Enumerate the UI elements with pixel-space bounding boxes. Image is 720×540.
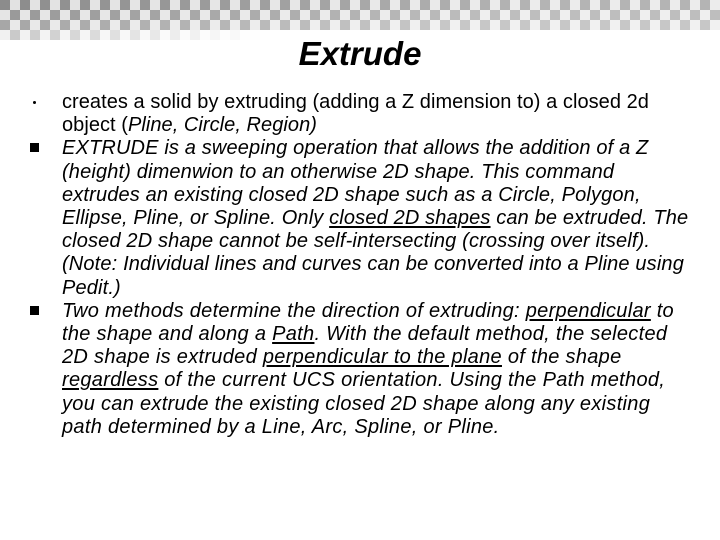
checker-cell (530, 20, 540, 30)
checker-cell (460, 10, 470, 20)
checker-cell (0, 20, 10, 30)
checker-cell (460, 20, 470, 30)
underlined-term: perpendicular to the plane (262, 346, 502, 369)
checker-cell (500, 10, 510, 20)
checker-cell (290, 20, 300, 30)
checker-cell (580, 10, 590, 20)
checker-cell (610, 20, 620, 30)
checker-cell (520, 10, 530, 20)
checker-cell (180, 10, 190, 20)
checker-cell (630, 0, 640, 10)
checker-cell (500, 0, 510, 10)
checker-cell (370, 20, 380, 30)
checker-cell (150, 20, 160, 30)
checker-cell (620, 0, 630, 10)
checker-cell (160, 20, 170, 30)
checker-cell (300, 0, 310, 10)
checker-cell (590, 10, 600, 20)
checker-cell (190, 20, 200, 30)
checker-cell (130, 0, 140, 10)
underlined-term: perpendicular (525, 299, 651, 322)
checker-cell (110, 0, 120, 10)
checker-cell (350, 0, 360, 10)
checker-cell (670, 0, 680, 10)
checker-cell (20, 20, 30, 30)
checker-cell (600, 20, 610, 30)
checker-cell (640, 10, 650, 20)
checker-cell (600, 10, 610, 20)
checker-cell (90, 0, 100, 10)
checker-cell (220, 0, 230, 10)
bullet-text-segment: can be extruded. The closed 2D shape cannot be self-intersecting (crossing over itself). (Note: Individual lines and curves can be converted into a Pline using Pedit.) (62, 207, 689, 299)
checker-cell (180, 0, 190, 10)
checker-cell (560, 20, 570, 30)
checker-cell (360, 0, 370, 10)
checker-cell (310, 10, 320, 20)
checker-cell (50, 0, 60, 10)
checker-cell (70, 10, 80, 20)
checker-cell (550, 10, 560, 20)
checker-cell (370, 0, 380, 10)
checker-cell (610, 10, 620, 20)
checker-cell (410, 10, 420, 20)
checker-cell (380, 20, 390, 30)
checker-cell (240, 0, 250, 10)
checker-cell (10, 0, 20, 10)
checker-cell (390, 0, 400, 10)
checker-cell (380, 0, 390, 10)
checker-cell (230, 20, 240, 30)
checker-cell (410, 20, 420, 30)
checker-cell (270, 10, 280, 20)
checker-cell (660, 0, 670, 10)
checker-cell (260, 0, 270, 10)
checker-cell (120, 0, 130, 10)
bullet-text (62, 137, 688, 298)
checker-cell (470, 0, 480, 10)
checker-cell (330, 20, 340, 30)
bullet-text-segment: of the shape (501, 346, 622, 369)
checker-cell (400, 20, 410, 30)
checker-cell (350, 10, 360, 20)
bullet-text-segment: to the shape and along a (62, 299, 674, 346)
checker-cell (340, 10, 350, 20)
checker-cell (100, 20, 110, 30)
checker-cell (170, 0, 180, 10)
checker-cell (140, 10, 150, 20)
checker-cell (330, 0, 340, 10)
checker-cell (70, 0, 80, 10)
slide-title: Extrude (298, 35, 422, 72)
checker-cell (180, 20, 190, 30)
checker-cell (480, 20, 490, 30)
checker-cell (690, 0, 700, 10)
checker-cell (240, 20, 250, 30)
checker-cell (540, 0, 550, 10)
bullet-dot-icon (28, 91, 40, 114)
checker-cell (10, 20, 20, 30)
checker-cell (320, 0, 330, 10)
checker-cell (460, 0, 470, 10)
bullet-text-segment: . With the default method, the selected 2D shape is extruded (62, 323, 668, 369)
checker-cell (210, 0, 220, 10)
checker-cell (340, 20, 350, 30)
checker-cell (40, 0, 50, 10)
checker-cell (490, 0, 500, 10)
checker-cell (420, 20, 430, 30)
checker-cell (250, 20, 260, 30)
checker-cell (130, 10, 140, 20)
checker-cell (20, 0, 30, 10)
checker-cell (10, 10, 20, 20)
checker-cell (650, 10, 660, 20)
checker-cell (70, 20, 80, 30)
checker-cell (700, 20, 710, 30)
checker-cell (230, 10, 240, 20)
checker-cell (520, 20, 530, 30)
checker-cell (170, 10, 180, 20)
checker-cell (470, 10, 480, 20)
checker-cell (450, 10, 460, 20)
checker-cell (390, 20, 400, 30)
checker-cell (490, 20, 500, 30)
checker-cell (680, 0, 690, 10)
checker-cell (150, 10, 160, 20)
checker-cell (510, 10, 520, 20)
checker-cell (50, 20, 60, 30)
checker-cell (340, 0, 350, 10)
checker-cell (540, 20, 550, 30)
checker-cell (0, 10, 10, 20)
checker-cell (130, 20, 140, 30)
checker-cell (590, 20, 600, 30)
checker-cell (610, 0, 620, 10)
underlined-term: closed 2D shapes (329, 207, 491, 230)
checker-cell (200, 10, 210, 20)
checker-cell (430, 10, 440, 20)
checker-cell (160, 10, 170, 20)
checker-cell (140, 20, 150, 30)
checker-cell (350, 20, 360, 30)
checker-cell (600, 0, 610, 10)
checker-cell (140, 0, 150, 10)
checker-cell (290, 10, 300, 20)
checker-cell (580, 0, 590, 10)
checker-cell (360, 10, 370, 20)
checker-cell (60, 20, 70, 30)
checker-cell (270, 0, 280, 10)
checker-cell (540, 10, 550, 20)
checker-cell (700, 10, 710, 20)
checker-cell (360, 20, 370, 30)
checker-cell (20, 10, 30, 20)
checker-cell (110, 20, 120, 30)
checker-cell (330, 10, 340, 20)
checker-cell (570, 20, 580, 30)
bullet-item (24, 91, 696, 137)
checker-cell (650, 20, 660, 30)
checker-cell (510, 20, 520, 30)
checker-cell (440, 10, 450, 20)
checker-cell (100, 0, 110, 10)
bullet-text-segment: creates a solid by extruding (adding a Z dimension to) a closed 2d object ( (62, 91, 649, 137)
checker-cell (430, 0, 440, 10)
checker-cell (290, 0, 300, 10)
checker-cell (480, 10, 490, 20)
bullet-square-icon (28, 300, 40, 323)
checker-cell (480, 0, 490, 10)
checker-cell (80, 0, 90, 10)
checker-cell (190, 0, 200, 10)
checker-cell (60, 0, 70, 10)
checker-cell (560, 10, 570, 20)
bullet-list (24, 91, 696, 439)
checker-cell (510, 0, 520, 10)
checker-cell (700, 0, 710, 10)
checker-cell (680, 10, 690, 20)
checker-cell (110, 10, 120, 20)
checker-cell (620, 10, 630, 20)
checker-cell (210, 10, 220, 20)
checker-cell (250, 10, 260, 20)
checker-cell (520, 0, 530, 10)
checker-cell (370, 10, 380, 20)
checker-cell (550, 0, 560, 10)
checker-cell (590, 0, 600, 10)
checker-cell (0, 0, 10, 10)
checker-cell (630, 10, 640, 20)
bullet-text-segment: of the current UCS orientation. Using the Path method, you can extrude the existing closed 2D shape along any existing path determined by a Line, Arc, Spline, or Pline. (62, 369, 666, 438)
checker-cell (470, 20, 480, 30)
checker-cell (260, 20, 270, 30)
checker-cell (630, 20, 640, 30)
underlined-term: Path (272, 323, 315, 346)
checker-cell (190, 10, 200, 20)
checker-cell (320, 10, 330, 20)
checker-cell (490, 10, 500, 20)
checker-cell (500, 20, 510, 30)
checker-cell (670, 20, 680, 30)
checker-cell (400, 0, 410, 10)
checker-cell (280, 0, 290, 10)
checker-cell (310, 0, 320, 10)
checker-cell (170, 20, 180, 30)
checker-cell (230, 0, 240, 10)
checker-cell (710, 10, 720, 20)
checker-cell (320, 20, 330, 30)
bullet-square-icon (28, 137, 40, 160)
checker-cell (690, 20, 700, 30)
checker-cell (80, 10, 90, 20)
checker-cell (220, 20, 230, 30)
checker-cell (420, 10, 430, 20)
checker-cell (680, 20, 690, 30)
checker-cell (400, 10, 410, 20)
checker-cell (420, 0, 430, 10)
checker-cell (410, 0, 420, 10)
bullet-text-segment: EXTRUDE is a sweeping operation that allows the addition of a Z (height) dimenwion to an otherwise 2D shape. This command extrudes an existing closed 2D shape such as a Circle, Polygon, Ellipse, Pline, or Spline. Only (62, 137, 649, 230)
checker-cell (660, 10, 670, 20)
checker-cell (710, 20, 720, 30)
checker-cell (450, 20, 460, 30)
checker-cell (240, 10, 250, 20)
checker-cell (30, 0, 40, 10)
checker-cell (280, 20, 290, 30)
checker-cell (300, 20, 310, 30)
bullet-item (24, 300, 696, 439)
checker-cell (390, 10, 400, 20)
checker-cell (210, 20, 220, 30)
checker-cell (570, 10, 580, 20)
checker-cell (90, 10, 100, 20)
checker-cell (260, 10, 270, 20)
checker-cell (160, 0, 170, 10)
checker-cell (430, 20, 440, 30)
checker-cell (40, 20, 50, 30)
checker-cell (250, 0, 260, 10)
checker-cell (530, 10, 540, 20)
checker-cell (560, 0, 570, 10)
checker-cell (30, 10, 40, 20)
checker-cell (690, 10, 700, 20)
checker-cell (100, 10, 110, 20)
checker-cell (200, 0, 210, 10)
checker-cell (120, 20, 130, 30)
checker-cell (440, 20, 450, 30)
checker-cell (300, 10, 310, 20)
checker-cell (40, 10, 50, 20)
bullet-text (62, 300, 674, 438)
checker-cell (450, 0, 460, 10)
checker-cell (60, 10, 70, 20)
bullet-text (62, 91, 649, 136)
checker-cell (270, 20, 280, 30)
checker-cell (200, 20, 210, 30)
checker-cell (580, 20, 590, 30)
bullet-text-segment: Pline, Circle, Region) (128, 114, 317, 137)
checker-cell (30, 20, 40, 30)
checker-cell (50, 10, 60, 20)
checker-cell (80, 20, 90, 30)
checker-cell (710, 0, 720, 10)
checker-cell (550, 20, 560, 30)
checker-cell (650, 0, 660, 10)
checker-cell (150, 0, 160, 10)
checker-cell (280, 10, 290, 20)
checker-cell (120, 10, 130, 20)
checker-cell (570, 0, 580, 10)
checker-cell (380, 10, 390, 20)
checker-cell (220, 10, 230, 20)
checker-cell (90, 20, 100, 30)
checker-cell (440, 0, 450, 10)
checker-cell (310, 20, 320, 30)
checker-cell (530, 0, 540, 10)
bullet-item (24, 137, 696, 299)
checker-cell (620, 20, 630, 30)
underlined-term: regardless (62, 369, 159, 392)
bullet-text-segment: Two methods determine the direction of extruding: (62, 299, 526, 322)
checker-cell (640, 20, 650, 30)
checker-cell (670, 10, 680, 20)
checker-cell (640, 0, 650, 10)
checker-cell (660, 20, 670, 30)
